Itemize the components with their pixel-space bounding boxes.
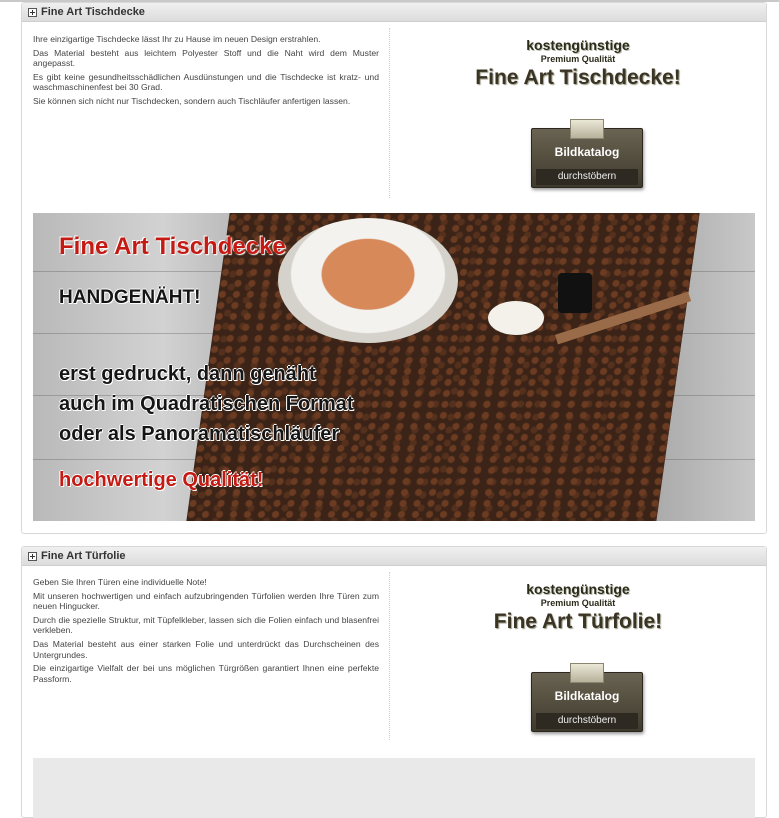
- panel-tuerfolie: [21, 546, 767, 818]
- description-paragraph: Sie können sich nicht nur Tischdecken, sondern auch Tischläufer anfertigen lassen.: [33, 95, 351, 106]
- promo-product-name: Fine Art Türfolie!: [493, 610, 663, 633]
- banner-line: erst gedruckt, dann genäht: [59, 363, 316, 385]
- promo-heading: kostengünstige: [526, 37, 630, 53]
- panel-title: Fine Art Türfolie: [41, 550, 126, 562]
- panel-header[interactable]: [22, 547, 766, 566]
- promo-product-name: Fine Art Tischdecke!: [475, 66, 681, 89]
- description-paragraph: Die einzigartige Vielfalt der bei uns möglichen Türgrößen garantiert Ihnen eine perfekte Passform.: [33, 663, 379, 684]
- product-banner-image[interactable]: [33, 758, 755, 818]
- promo-subheading: Premium Qualität: [540, 54, 616, 64]
- description-paragraph: Es gibt keine gesundheitsschädlichen Ausdünstungen und die Tischdecke ist kratz- und waschmaschinenfest bei 30 Grad.: [33, 71, 379, 93]
- description-paragraph: Durch die spezielle Struktur, mit Tüpfelkleber, lassen sich die Folien einfach und blasenfrei verkleben.: [33, 614, 379, 636]
- cookie-plate: [488, 301, 544, 335]
- description-text: [33, 34, 379, 110]
- bildkatalog-button[interactable]: [531, 672, 643, 732]
- description-paragraph: Ihre einzigartige Tischdecke lässt Ihr zu Hause im neuen Design erstrahlen.: [33, 34, 321, 44]
- expand-toggle-icon[interactable]: [28, 8, 37, 17]
- panel-title: Fine Art Tischdecke: [41, 6, 145, 18]
- banner-line: auch im Quadratischen Format: [59, 393, 354, 415]
- catalog-sublabel: durchstöbern: [536, 713, 638, 729]
- catalog-sublabel: durchstöbern: [536, 169, 638, 185]
- banner-title: Fine Art Tischdecke: [59, 233, 286, 260]
- panel-tischdecke: [21, 2, 767, 534]
- coffee-cup: [278, 218, 458, 343]
- promo-column: [390, 37, 766, 90]
- black-mug: [558, 273, 592, 313]
- catalog-book-icon: [570, 663, 604, 683]
- description-text: [33, 577, 379, 687]
- catalog-label: Bildkatalog: [554, 689, 620, 703]
- catalog-book-icon: [570, 119, 604, 139]
- description-paragraph: Geben Sie Ihren Türen eine individuelle Note!: [33, 577, 207, 587]
- promo-column: [390, 581, 766, 634]
- product-banner-image[interactable]: [33, 213, 755, 521]
- banner-handmade: HANDGENÄHT!: [59, 287, 201, 308]
- bildkatalog-button[interactable]: [531, 128, 643, 188]
- banner-tagline: hochwertige Qualität!: [59, 469, 264, 491]
- description-paragraph: Mit unseren hochwertigen und einfach aufzubringenden Türfolien werden Ihre Türen zum neuen Hingucker.: [33, 590, 379, 612]
- expand-toggle-icon[interactable]: [28, 552, 37, 561]
- description-paragraph: Das Material besteht aus leichtem Polyester Stoff und die Naht wird dem Muster angepasst.: [33, 47, 379, 69]
- banner-line: oder als Panoramatischläufer: [59, 423, 340, 445]
- description-paragraph: Das Material besteht aus einer starken Folie und unterdrückt das Durchscheinen des Untergrundes.: [33, 638, 379, 660]
- promo-heading: kostengünstige: [526, 581, 630, 597]
- panel-header[interactable]: [22, 3, 766, 22]
- promo-subheading: Premium Qualität: [540, 598, 616, 608]
- catalog-label: Bildkatalog: [554, 145, 620, 159]
